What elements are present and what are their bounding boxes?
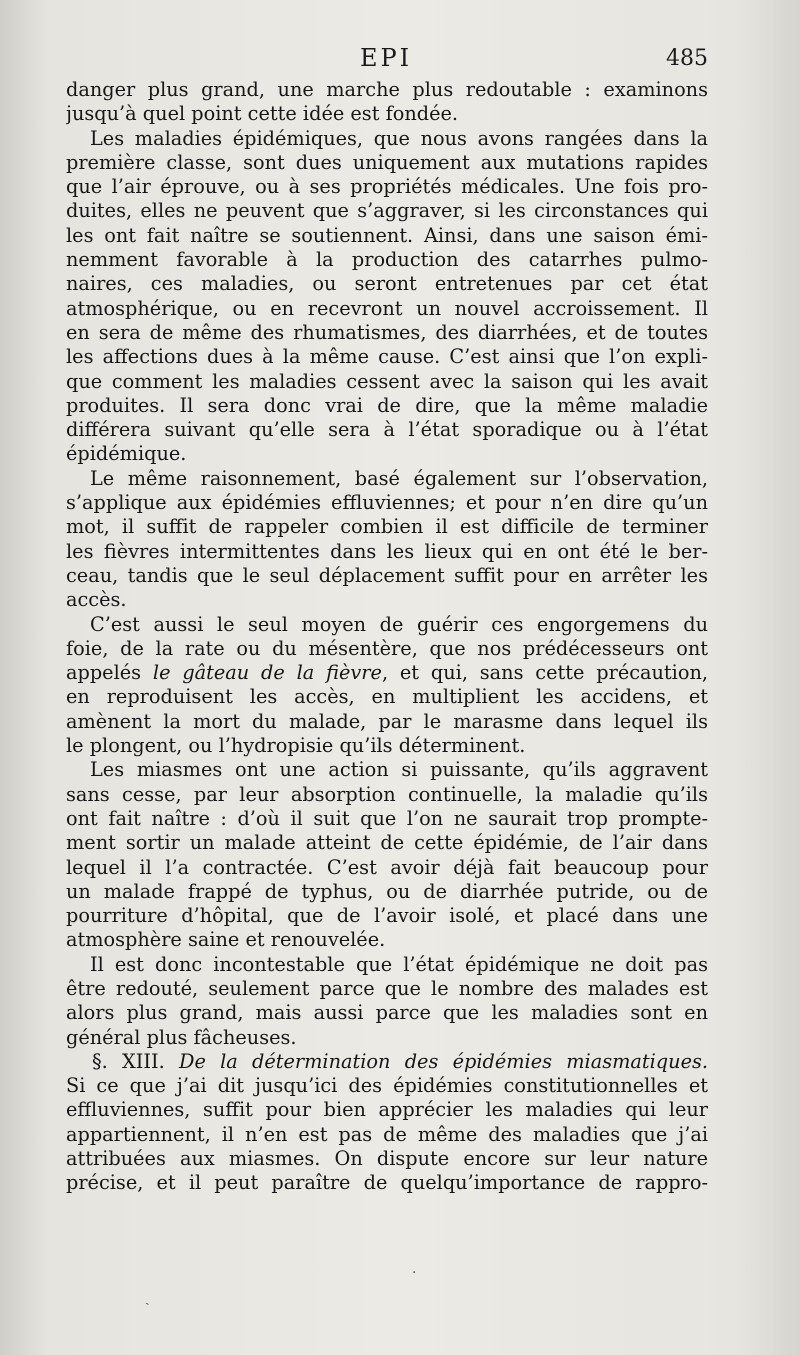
text-line: précise, et il peut paraître de quelqu’importance de rappro- [66,1171,708,1195]
text-line: atmosphérique, ou en recevront un nouvel accroissement. Il [66,296,708,320]
italic-phrase: le gâteau de la fièvre [152,661,382,685]
text-line: atmosphère saine et renouvelée. [66,928,386,952]
page-number: 485 [666,46,708,71]
text-line: les affections dues à la même cause. C’est ainsi que l’on expli- [66,345,708,369]
text-line: appartiennent, il n’en est pas de même des maladies que j’ai [66,1122,708,1146]
text-line: accès. [66,588,127,612]
text-line: que comment les maladies cessent avec la saison qui les avait [66,369,708,393]
text-line: produites. Il sera donc vrai de dire, que la même maladie [66,393,708,417]
paper-speck: ˎ [145,1290,150,1306]
page-header [0,44,800,80]
text-line: ment sortir un malade atteint de cette épidémie, de l’air dans [66,831,708,855]
text-line: naires, ces maladies, ou seront entretenues par cet état [66,272,708,296]
text-line: jusqu’à quel point cette idée est fondée. [66,102,459,126]
body-text [66,78,708,1196]
text-line: Les maladies épidémiques, que nous avons rangées dans la [90,126,708,150]
text-line: épidémique. [66,442,187,466]
text-line: le plongent, ou l’hydropisie qu’ils déterminent. [66,734,526,758]
text-line: attribuées aux miasmes. On dispute encore sur leur nature [66,1147,708,1171]
text-line: Le même raisonnement, basé également sur l’observation, [90,466,708,490]
text-line: Il est donc incontestable que l’état épidémique ne doit pas [90,952,708,976]
text-line: nemment favorable à la production des catarrhes pulmo- [66,248,708,272]
text-line: ceau, tandis que le seul déplacement suffit pour en arrêter les [66,563,708,587]
text-line: première classe, sont dues uniquement aux mutations rapides [66,150,708,174]
text-line: mot, il suffit de rappeler combien il est difficile de terminer [66,515,708,539]
text-line: ont fait naître : d’où il suit que l’on ne saurait trop prompte- [66,806,708,830]
text-line: foie, de la rate ou du mésentère, que nos prédécesseurs ont [66,636,708,660]
text-line: être redouté, seulement parce que le nombre des malades est [66,976,708,1000]
text-line: les fièvres intermittentes dans les lieux qui en ont été le ber- [66,539,708,563]
text-line: sans cesse, par leur absorption continuelle, la maladie qu’ils [66,782,708,806]
italic-phrase: De la détermination des épidémies miasmatiques. [178,1049,708,1073]
text-line: duites, elles ne peuvent que s’aggraver, si les circonstances qui [66,199,708,223]
text-line: lequel il l’a contractée. C’est avoir déjà fait beaucoup pour [66,855,708,879]
text-line: pourriture d’hôpital, que de l’avoir isolé, et placé dans une [66,904,708,928]
text-line: Si ce que j’ai dit jusqu’ici des épidémies constitutionnelles et [66,1074,708,1098]
text-line: en sera de même des rhumatismes, des diarrhées, et de toutes [66,320,708,344]
running-head: EPI [360,44,413,72]
section-heading: §. XIII. De la détermination des épidémies miasmatiques. [92,1049,708,1073]
text-line: que l’air éprouve, ou à ses propriétés médicales. Une fois pro- [66,175,708,199]
text-line: différera suivant qu’elle sera à l’état sporadique ou à l’état [66,418,708,442]
text-line: un malade frappé de typhus, ou de diarrhée putride, ou de [66,879,708,903]
text-line: effluviennes, suffit pour bien apprécier les maladies qui leur [66,1098,708,1122]
text-line: amènent la mort du malade, par le marasme dans lequel ils [66,709,708,733]
text-line: s’applique aux épidémies effluviennes; et pour n’en dire qu’un [66,491,708,515]
text-line: en reproduisent les accès, en multiplient les accidens, et [66,685,708,709]
text-line: appelés le gâteau de la fièvre, et qui, sans cette précaution, [66,661,708,685]
text-line: général plus fâcheuses. [66,1025,297,1049]
text-line: danger plus grand, une marche plus redoutable : examinons [66,78,708,101]
paper-speck: · [412,1265,417,1281]
text-line: les ont fait naître se soutiennent. Ainsi, dans une saison émi- [66,223,708,247]
text-line: C’est aussi le seul moyen de guérir ces engorgemens du [90,612,708,636]
text-line: alors plus grand, mais aussi parce que les maladies sont en [66,1001,708,1025]
text-line: Les miasmes ont une action si puissante, qu’ils aggravent [90,758,708,782]
